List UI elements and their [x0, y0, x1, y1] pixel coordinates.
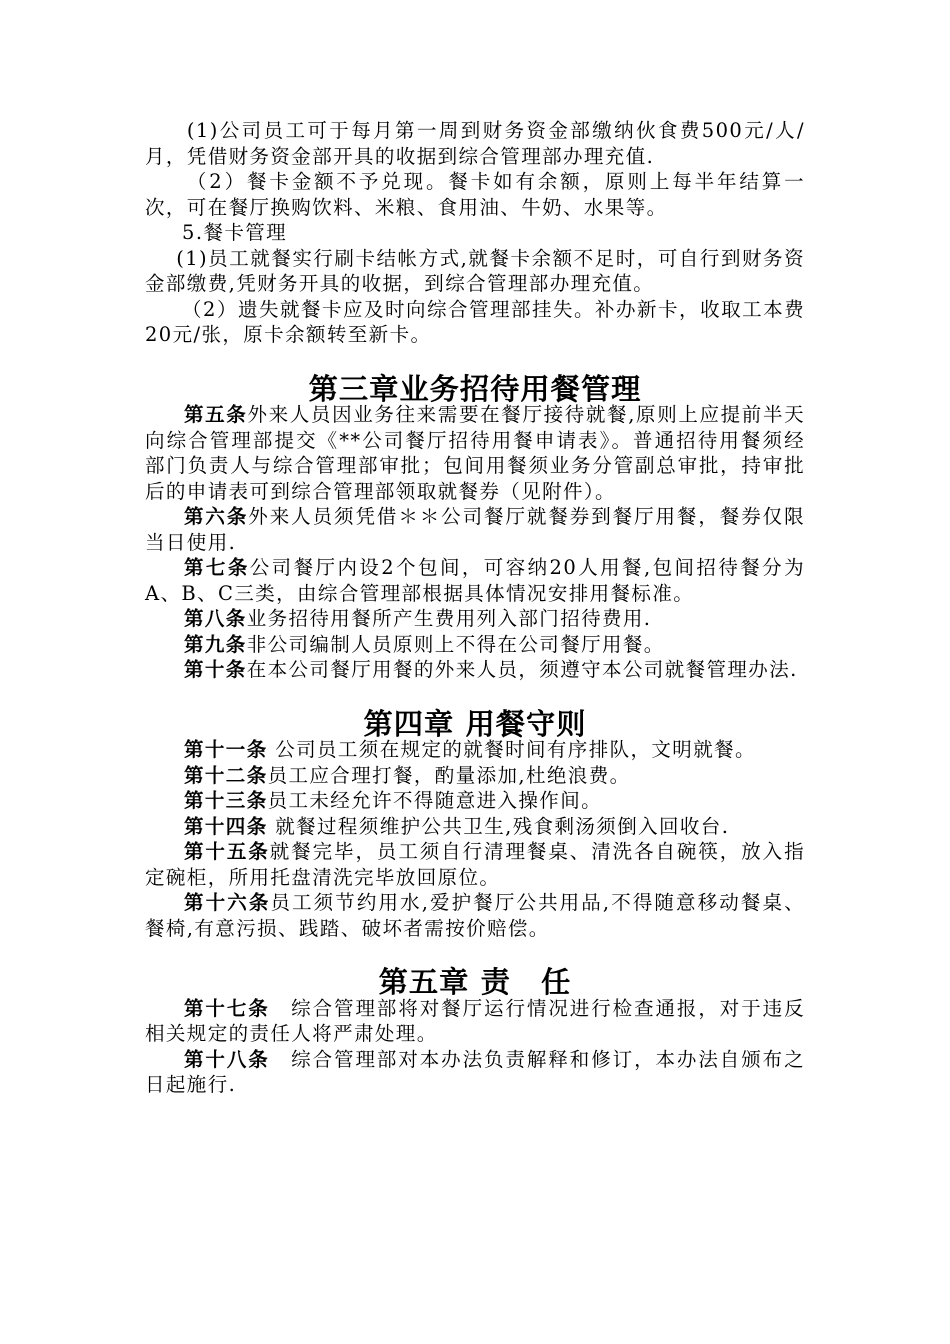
article-number: 第十八条	[184, 1047, 270, 1071]
article-number: 第五条	[184, 403, 248, 426]
article-number: 第六条	[184, 505, 249, 528]
article-number: 第十六条	[184, 891, 271, 914]
article-14	[145, 814, 805, 840]
paragraph-card-payment: (1)员工就餐实行刷卡结帐方式,就餐卡余额不足时，可自行到财务资金部缴费,凭财务开具的收据，到综合管理部办理充值。	[145, 246, 805, 295]
article-number: 第十五条	[184, 840, 270, 863]
article-text: 员工未经允许不得随意进入操作间。	[267, 789, 603, 812]
article-text: 就餐完毕，员工须自行清理餐桌、清洗各自碗筷，放入指定碗柜，所用托盘清洗完毕放回原位。	[145, 840, 805, 889]
chapter-4-title: 第四章 用餐守则	[363, 706, 587, 741]
article-number: 第十四条	[184, 814, 268, 838]
article-10	[145, 657, 805, 683]
paragraph-meal-fee: (1)公司员工可于每月第一周到财务资金部缴纳伙食费500元/人/月，凭借财务资金部开具的收据到综合管理部办理充值.	[145, 119, 805, 168]
article-number: 第十一条	[184, 738, 268, 761]
article-number: 第十条	[184, 658, 247, 681]
article-16	[145, 890, 805, 941]
article-text: 员工应合理打餐，酌量添加,杜绝浪费。	[267, 763, 631, 787]
article-8	[145, 606, 805, 632]
paragraph-card-balance: （2）餐卡金额不予兑现。餐卡如有余额，原则上每半年结算一次，可在餐厅换购饮料、米粮、食用油、牛奶、水果等。	[145, 170, 805, 219]
article-text: 非公司编制人员原则上不得在公司餐厅用餐。	[246, 632, 665, 656]
article-text: 就餐过程须维护公共卫生,残食剩汤须倒入回收台.	[267, 814, 730, 838]
chapter-5-title: 第五章 责 任	[378, 965, 572, 999]
article-7	[145, 555, 805, 606]
article-number: 第十三条	[184, 789, 268, 812]
article-number: 第十七条	[184, 996, 270, 1020]
paragraph-card-loss: （2）遗失就餐卡应及时向综合管理部挂失。补办新卡，收取工本费20元/张，原卡余额转至新卡。	[145, 297, 805, 346]
article-18	[145, 1047, 805, 1098]
article-9	[145, 632, 805, 658]
article-12	[145, 763, 805, 789]
article-text: 外来人员须凭借＊＊公司餐厅就餐券到餐厅用餐，餐券仅限当日使用.	[145, 505, 805, 554]
article-number: 第八条	[184, 607, 247, 630]
article-17	[145, 996, 805, 1047]
article-text: 综合管理部对本办法负责解释和修订，本办法自颁布之日起施行.	[145, 1047, 805, 1096]
article-5	[145, 402, 805, 504]
article-text: 员工须节约用水,爱护餐厅公共用品,不得随意移动餐桌、餐椅,有意污损、践踏、破坏者需按价赔偿。	[145, 891, 805, 940]
article-text: 综合管理部将对餐厅运行情况进行检查通报，对于违反相关规定的责任人将严肃处理。	[145, 996, 805, 1045]
article-number: 第九条	[184, 632, 247, 656]
article-6	[145, 504, 805, 555]
article-text: 在本公司餐厅用餐的外来人员，须遵守本公司就餐管理办法.	[246, 658, 798, 681]
article-text: 业务招待用餐所产生费用列入部门招待费用.	[246, 607, 652, 630]
article-11	[145, 737, 805, 763]
article-number: 第十二条	[184, 763, 268, 787]
chapter-3-title: 第三章业务招待用餐管理	[308, 371, 642, 406]
article-text: 公司餐厅内设2个包间，可容纳20人用餐,包间招待餐分为A、B、C三类，由综合管理部根据具体情况安排用餐标准。	[145, 556, 805, 605]
document-body	[145, 118, 805, 1098]
article-13	[145, 788, 805, 814]
article-text: 公司员工须在规定的就餐时间有序排队，文明就餐。	[267, 738, 756, 761]
article-text: 外来人员因业务往来需要在餐厅接待就餐,原则上应提前半天向综合管理部提交《**公司餐厅招待用餐申请表》。普通招待用餐须经部门负责人与综合管理部审批；包间用餐须业务分管副总审批，持审批后的申请表可到综合管理部领取就餐券（见附件）。	[145, 403, 806, 503]
article-number: 第七条	[184, 556, 250, 579]
article-15	[145, 839, 805, 890]
subsection-title-card-management: 5.餐卡管理	[182, 221, 288, 244]
